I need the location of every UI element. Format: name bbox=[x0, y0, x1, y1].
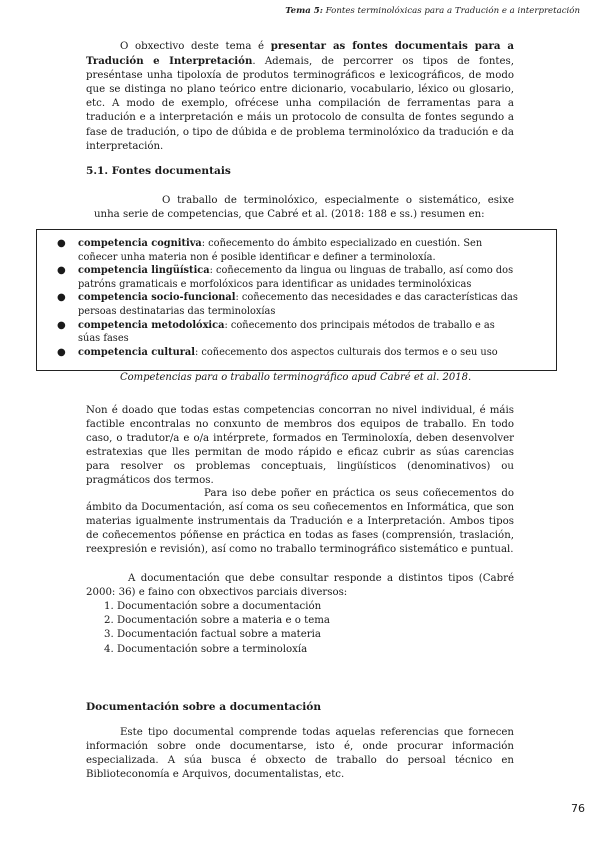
bullet-icon: ● bbox=[57, 265, 66, 277]
paragraph-individual: Non é doado que todas estas competencias concorran no nivel individual, é máis factible encontralas no conxunto de membros dos equipos de traballo. En todo caso, o tradutor/a e o/a intérprete, formados en Terminoloxía, deben desenvolver estratexias que lles permitan de modo rápido e eficaz cubrir as súas carencias para resolver os problemas conceptuais, lingüísticos (denominativos) ou pragmáticos dos termos. bbox=[86, 405, 514, 487]
bullet-icon: ● bbox=[57, 319, 66, 331]
competencia-text: : coñecemento dos principais métodos de traballo e as súas fases bbox=[78, 319, 495, 345]
bullet-icon: ● bbox=[57, 292, 66, 304]
paragraph-final: Este tipo documental comprende todas aquelas referencias que fornecen información sobre onde documentarse, isto é, onde procurar información especializada. A súa busca é obxecto de traballo do persoal técnico en Biblioteconomía e Arquivos, documentalistas, etc. bbox=[86, 727, 514, 781]
section-intro: O traballo de terminolóxico, especialmente o sistemático, esixe unha serie de competencias, que Cabré et al. (2018: 188 e ss.) resumen en: bbox=[94, 195, 514, 221]
subsection-title: Documentación sobre a documentación bbox=[86, 701, 322, 713]
competencia-term: competencia metodolóxica bbox=[78, 319, 225, 331]
box-caption: Competencias para o traballo terminográfico apud Cabré et al. 2018. bbox=[120, 372, 472, 383]
competencia-term: competencia socio-funcional bbox=[78, 292, 236, 304]
intro-bold: presentar as fontes documentais para a Tradución e Interpretación bbox=[86, 40, 514, 68]
list-item bbox=[37, 264, 558, 291]
tipos-list bbox=[104, 600, 330, 657]
competencias-box bbox=[36, 229, 557, 371]
competencia-term: competencia cognitiva bbox=[78, 238, 202, 249]
competencia-text: : coñecemento do ámbito especializado en cuestión. Sen coñecer unha materia non é posible identificar e definer a terminoloxía. bbox=[78, 238, 483, 263]
list-item: 2. Documentación sobre a materia e o tema bbox=[104, 615, 330, 627]
bullet-icon: ● bbox=[57, 238, 66, 249]
competencia-text: : coñecemento das necesidades e das características das persoas destinatarias das terminoloxías bbox=[78, 292, 518, 317]
intro-rest: . Ademais, de percorrer os tipos de fontes, preséntase unha tipoloxía de produtos terminográficos e lexicográficos, de modo que se distinga no plano teórico entre dicionario, vocabulario, léxico ou glosario, etc. A modo de exemplo, ofrécese unha compilación de ferramentas para a tradución e a interpretación e máis un protocolo de consulta de fontes segundo a fase de tradución, o tipo de dúbida e de problema terminolóxico da tradución e da interpretación. bbox=[86, 56, 515, 152]
competencia-term: competencia lingüística bbox=[78, 265, 210, 277]
competencia-text: : coñecemento da lingua ou linguas de traballo, así como dos patróns gramaticais e morfolóxicos para identificar as unidades terminolóxicas bbox=[78, 265, 514, 290]
running-header bbox=[285, 6, 580, 16]
competencia-term: competencia cultural bbox=[78, 346, 195, 358]
header-chapter: Tema 5: bbox=[285, 6, 323, 16]
bullet-icon: ● bbox=[57, 346, 66, 358]
competencias-list bbox=[37, 237, 558, 359]
header-subtitle: Fontes terminolóxicas para a Tradución e a interpretación bbox=[325, 6, 580, 16]
intro-paragraph bbox=[86, 39, 514, 154]
paragraph-documentacion: Para iso debe poñer en práctica os seus coñecementos do ámbito da Documentación, así coma os seu coñecementos en Informática, que son materias igualmente instrumentais da Tradución e a Interpretación. Ambos tipos de coñecementos póñense en práctica en todas as fases (comprensión, traslación, reexpresión e revisión), así como no traballo terminográfico sistemático e puntual. bbox=[86, 488, 514, 556]
list-item bbox=[37, 346, 558, 360]
competencia-text: : coñecemento dos aspectos culturais dos termos e o seu uso bbox=[194, 346, 498, 358]
page-number: 76 bbox=[571, 802, 585, 815]
section-title: 5.1. Fontes documentais bbox=[86, 165, 231, 177]
list-item bbox=[37, 291, 558, 318]
list-item: 3. Documentación factual sobre a materia bbox=[104, 629, 322, 641]
intro-lead: O obxectivo deste tema é bbox=[120, 41, 271, 52]
list-item: 4. Documentación sobre a terminoloxía bbox=[104, 643, 308, 655]
list-item bbox=[37, 319, 558, 346]
list-item bbox=[37, 237, 558, 264]
paragraph-tipos: A documentación que debe consultar responde a distintos tipos (Cabré 2000: 36) e faino con obxectivos parciais diversos: bbox=[86, 573, 514, 599]
list-item: 1. Documentación sobre a documentación bbox=[104, 601, 322, 612]
